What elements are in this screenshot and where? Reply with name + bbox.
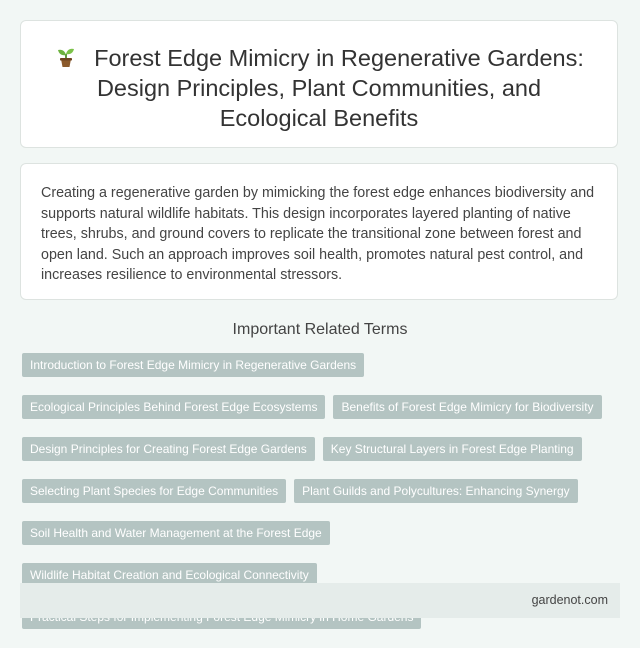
term-tag[interactable]: Selecting Plant Species for Edge Communities — [22, 479, 286, 503]
term-tag[interactable]: Introduction to Forest Edge Mimicry in Regenerative Gardens — [22, 353, 364, 377]
related-terms-heading: Important Related Terms — [232, 321, 408, 338]
term-tag[interactable]: Soil Health and Water Management at the Forest Edge — [22, 521, 330, 545]
page-title-text: Forest Edge Mimicry in Regenerative Gardens: Design Principles, Plant Communities, and Ecological Benefits — [94, 45, 584, 131]
term-tag[interactable]: Ecological Principles Behind Forest Edge Ecosystems — [22, 395, 325, 419]
page-title — [41, 43, 597, 133]
description-card — [20, 163, 618, 300]
term-tag[interactable]: Wildlife Habitat Creation and Ecological Connectivity — [22, 563, 317, 587]
title-card — [20, 20, 618, 148]
term-tag[interactable]: Key Structural Layers in Forest Edge Planting — [323, 437, 582, 461]
description-text: Creating a regenerative garden by mimicking the forest edge enhances biodiversity and supports natural wildlife habitats. This design incorporates layered planting of native trees, shrubs, and ground covers to replicate the transitional zone between forest and open land. Such an approach improves soil health, promotes natural pest control, and increases resilience to environmental stressors. — [41, 185, 595, 283]
sprout-icon — [54, 45, 78, 69]
footer-site-link[interactable]: gardenot.com — [531, 593, 608, 607]
footer — [20, 583, 620, 618]
term-tag[interactable]: Design Principles for Creating Forest Edge Gardens — [22, 437, 315, 461]
term-tag[interactable]: Plant Guilds and Polycultures: Enhancing Synergy — [294, 479, 578, 503]
term-tag[interactable]: Benefits of Forest Edge Mimicry for Biodiversity — [333, 395, 601, 419]
